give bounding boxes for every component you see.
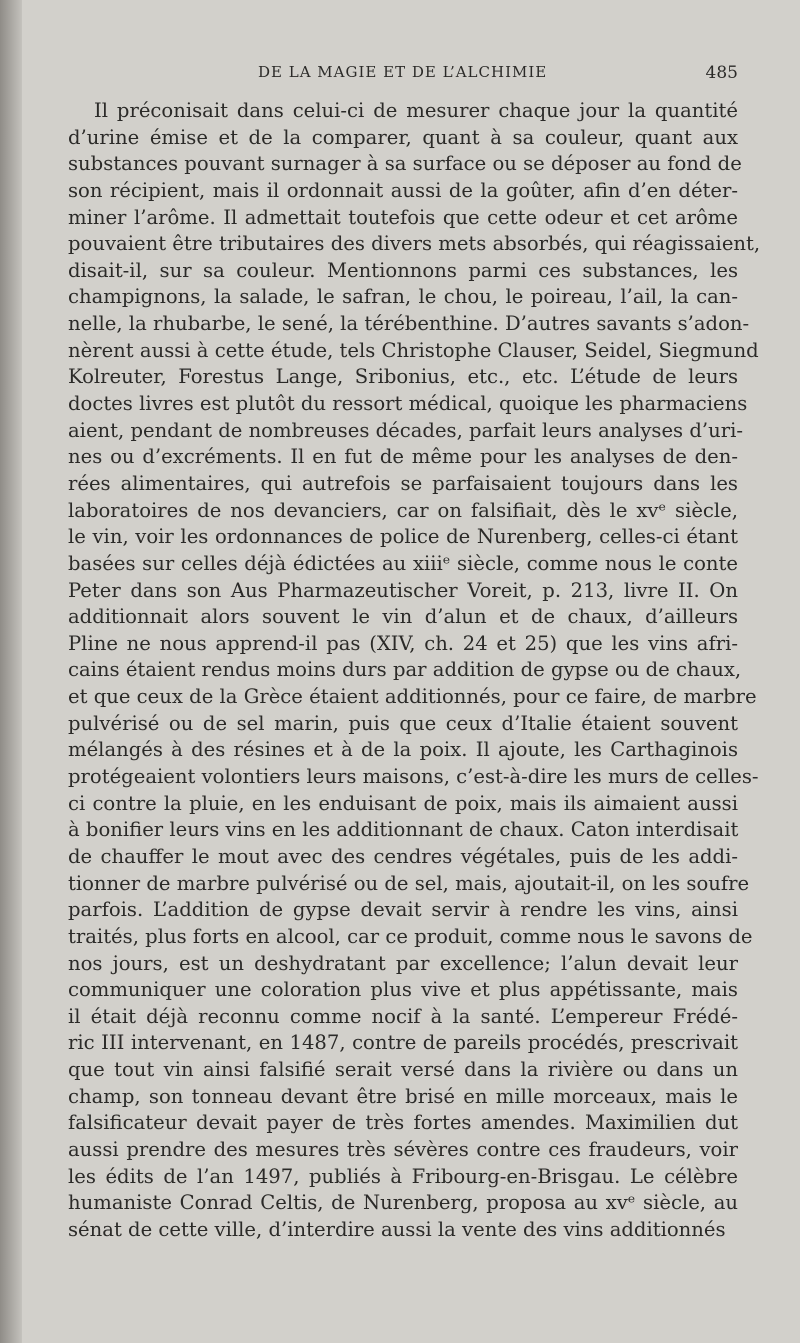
text-line: nes ou d’excréments. Il en fut de même pour les analyses de den-	[68, 445, 738, 469]
text-line: traités, plus forts en alcool, car ce produit, comme nous le savons de	[68, 924, 753, 948]
text-line: laboratoires de nos devanciers, car on falsifiait, dès le xvᵉ siècle,	[68, 498, 738, 522]
text-line: additionnait alors souvent le vin d’alun et de chaux, d’ailleurs	[68, 605, 738, 629]
page-header	[68, 63, 738, 85]
text-line: de chauffer le mout avec des cendres végétales, puis de les addi-	[68, 844, 738, 868]
text-line: humaniste Conrad Celtis, de Nurenberg, proposa au xvᵉ siècle, au	[68, 1191, 738, 1215]
text-line: parfois. L’addition de gypse devait servir à rendre les vins, ainsi	[68, 898, 738, 922]
text-line: rées alimentaires, qui autrefois se parfaisaient toujours dans les	[68, 471, 738, 495]
text-line: à bonifier leurs vins en les additionnant de chaux. Caton interdisait	[68, 818, 739, 842]
text-line: pulvérisé ou de sel marin, puis que ceux d’Italie étaient souvent	[68, 711, 738, 735]
text-line: disait-il, sur sa couleur. Mentionnons parmi ces substances, les	[68, 258, 738, 282]
text-line: champignons, la salade, le safran, le chou, le poireau, l’ail, la can-	[68, 285, 738, 309]
text-line: que tout vin ainsi falsifié serait versé dans la rivière ou dans un	[68, 1058, 738, 1082]
text-line: sénat de cette ville, d’interdire aussi la vente des vins additionnés	[68, 1217, 726, 1241]
text-line: et que ceux de la Grèce étaient additionnés, pour ce faire, de marbre	[68, 685, 757, 709]
text-line: Pline ne nous apprend-il pas (XIV, ch. 24 et 25) que les vins afri-	[68, 631, 738, 655]
text-line: le vin, voir les ordonnances de police de Nurenberg, celles-ci étant	[68, 525, 738, 549]
text-line: substances pouvant surnager à sa surface ou se déposer au fond de	[68, 152, 742, 176]
text-line: aient, pendant de nombreuses décades, parfait leurs analyses d’uri-	[68, 418, 743, 442]
text-line: nelle, la rhubarbe, le sené, la térébenthine. D’autres savants s’adon-	[68, 312, 750, 336]
text-line: d’urine émise et de la comparer, quant à sa couleur, quant aux	[68, 125, 738, 149]
text-line: cains étaient rendus moins durs par addition de gypse ou de chaux,	[68, 658, 742, 682]
text-line: Kolreuter, Forestus Lange, Sribonius, etc., etc. L’étude de leurs	[68, 365, 738, 389]
text-line: ric III intervenant, en 1487, contre de pareils procédés, prescrivait	[68, 1031, 738, 1055]
text-line: il était déjà reconnu comme nocif à la santé. L’empereur Frédé-	[68, 1004, 738, 1028]
text-line: son récipient, mais il ordonnait aussi de la goûter, afin d’en déter-	[68, 178, 738, 202]
page-gutter-shadow	[0, 0, 22, 1343]
body-text	[68, 98, 761, 1244]
text-line: champ, son tonneau devant être brisé en mille morceaux, mais le	[68, 1084, 738, 1108]
running-title: DE LA MAGIE ET DE L’ALCHIMIE	[258, 63, 548, 81]
text-line: aussi prendre des mesures très sévères contre ces fraudeurs, voir	[68, 1137, 738, 1161]
text-line: ci contre la pluie, en les enduisant de poix, mais ils aimaient aussi	[68, 791, 738, 815]
text-line: nos jours, est un deshydratant par excellence; l’alun devait leur	[68, 951, 738, 975]
text-line: doctes livres est plutôt du ressort médical, quoique les pharmaciens	[68, 392, 748, 416]
text-line: protégeaient volontiers leurs maisons, c’est-à-dire les murs de celles-	[68, 765, 759, 789]
text-line: Il préconisait dans celui-ci de mesurer chaque jour la quantité	[94, 99, 738, 122]
text-line: nèrent aussi à cette étude, tels Christophe Clauser, Seidel, Siegmund	[68, 338, 759, 362]
text-line: les édits de l’an 1497, publiés à Fribourg-en-Brisgau. Le célèbre	[68, 1164, 738, 1188]
text-line: pouvaient être tributaires des divers mets absorbés, qui réagissaient,	[68, 232, 761, 256]
text-line: basées sur celles déjà édictées au xiiiᵉ siècle, comme nous le conte	[68, 551, 738, 575]
page-number: 485	[705, 63, 738, 83]
text-line: miner l’arôme. Il admettait toutefois que cette odeur et cet arôme	[68, 205, 738, 229]
text-line: falsificateur devait payer de très fortes amendes. Maximilien dut	[68, 1111, 738, 1135]
text-line: tionner de marbre pulvérisé ou de sel, mais, ajoutait-il, on les soufre	[68, 871, 750, 895]
text-line: Peter dans son Aus Pharmazeutischer Voreit, p. 213, livre II. On	[68, 578, 738, 602]
text-line: mélangés à des résines et à de la poix. Il ajoute, les Carthaginois	[68, 738, 738, 762]
text-line: communiquer une coloration plus vive et plus appétissante, mais	[68, 978, 738, 1002]
